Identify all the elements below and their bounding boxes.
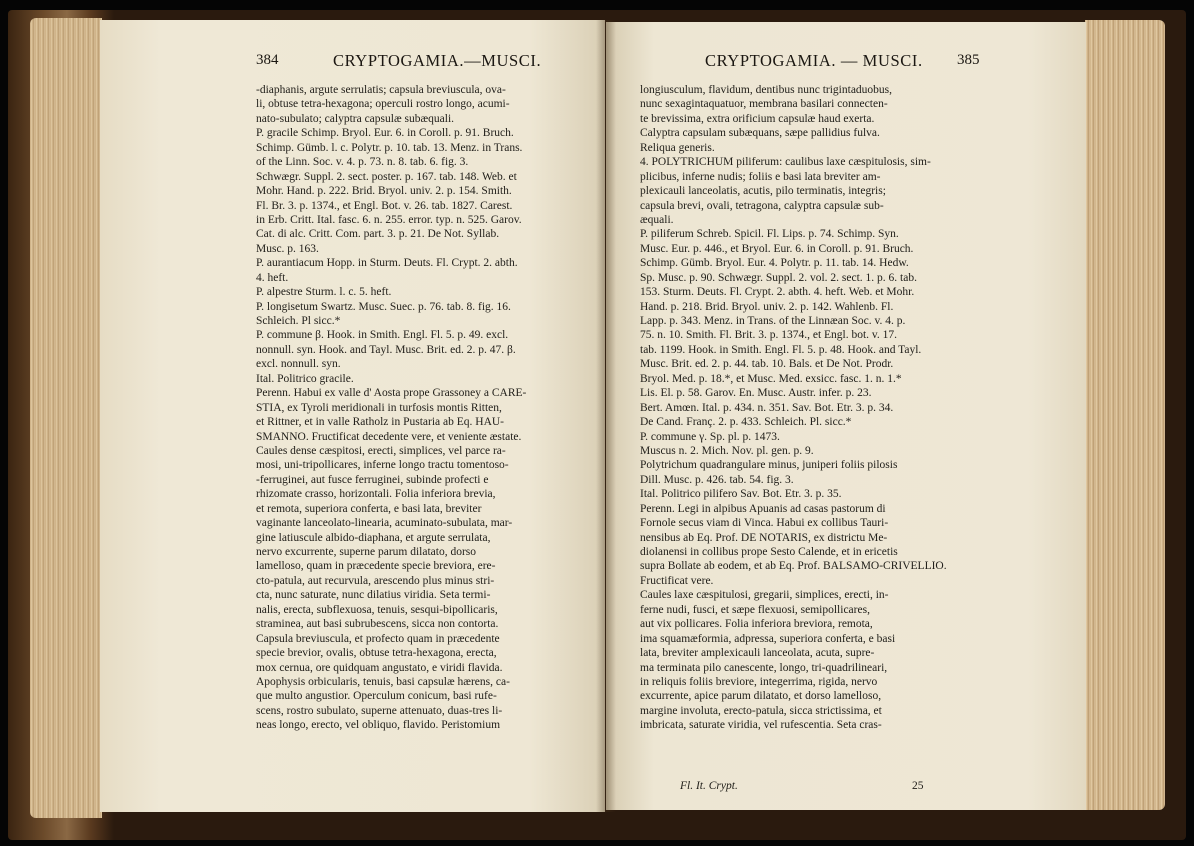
text-line: excl. nonnull. syn. [256,358,341,371]
text-line: Lapp. p. 343. Menz. in Trans. of the Linnæan Soc. v. 4. p. [640,315,906,327]
text-line: Bryol. Med. p. 18.*, et Musc. Med. exsicc. fasc. 1. n. 1.* [640,372,902,385]
text-line: Musc. Eur. p. 446., et Bryol. Eur. 6. in Coroll. p. 91. Bruch. [640,242,914,255]
text-line: Lis. El. p. 58. Garov. En. Musc. Austr. infer. p. 23. [640,387,872,400]
text-line: excurrente, apice parum dilatato, et dorso lamelloso, [640,690,882,703]
text-line: Calyptra capsulam subæquans, sæpe pallidius fulva. [640,127,880,140]
text-line: P. alpestre Sturm. l. c. 5. heft. [256,286,392,299]
text-line: nalis, erecta, subflexuosa, tenuis, sesqui-bipollicaris, [256,603,498,616]
text-line: aut vix pollicares. Folia inferiora breviora, remota, [640,618,873,631]
text-line: Perenn. Legi in alpibus Apuanis ad casas pastorum di [640,502,886,515]
text-line: Apophysis orbicularis, tenuis, basi capsulæ hærens, ca- [256,675,510,688]
text-line: in reliquis foliis breviore, integerrima, rigida, nervo [640,675,878,688]
text-line: Mohr. Hand. p. 222. Brid. Bryol. univ. 2. p. 154. Smith. [256,185,512,198]
text-line: nonnull. syn. Hook. and Tayl. Musc. Brit. ed. 2. p. 47. β. [256,343,516,356]
text-line: Caules laxe cæspitulosi, gregarii, simplices, erecti, in- [640,589,889,602]
text-line: P. gracile Schimp. Bryol. Eur. 6. in Coroll. p. 91. Bruch. [256,127,514,140]
text-line: Ital. Politrico pilifero Sav. Bot. Etr. 3. p. 35. [640,488,842,501]
text-line: Musc. p. 163. [256,242,319,255]
text-line: Bert. Amœn. Ital. p. 434. n. 351. Sav. Bot. Etr. 3. p. 34. [640,401,894,414]
text-line: Fructificat vere. [640,574,714,587]
text-line: tab. 1199. Hook. in Smith. Engl. Fl. 5. p. 48. Hook. and Tayl. [640,343,922,356]
text-line: nensibus ab Eq. Prof. DE NOTARIS, ex districtu Me- [640,531,888,544]
left-page-number: 384 [256,52,279,68]
text-line: Schwægr. Suppl. 2. sect. poster. p. 167. tab. 148. Web. et [256,170,517,183]
text-line: scens, rostro subulato, superne attenuato, duas-tres li- [256,704,503,717]
text-line: 75. n. 10. Smith. Fl. Brit. 3. p. 1374., et Engl. bot. v. 17. [640,329,898,342]
signature-number: 25 [912,780,924,792]
text-line: nato-subulato; calyptra capsulæ subæquali. [256,112,455,125]
right-running-title: CRYPTOGAMIA. — MUSCI. [705,51,923,70]
text-line: Schimp. Gümb. l. c. Polytr. p. 10. tab. 13. Menz. in Trans. [256,141,523,154]
page-edges-left [30,18,102,818]
text-line: Capsula breviuscula, et profecto quam in præcedente [256,632,500,645]
text-line: Schimp. Gümb. Bryol. Eur. 4. Polytr. p. 11. tab. 14. Hedw. [640,257,909,270]
text-line: imbricata, saturate viridia, vel rufescentia. Seta cras- [640,719,882,732]
text-line: Schleich. Pl sicc.* [256,315,341,327]
text-line: plexicauli lanceolatis, acutis, pilo terminatis, integris; [640,185,886,198]
text-line: cto-patula, aut recurvula, arescendo plus minus stri- [256,574,495,587]
text-line: Polytrichum quadrangulare minus, juniperi foliis pilosis [640,459,898,472]
text-line: lata, breviter amplexicauli lanceolata, acuta, supre- [640,647,875,660]
text-line: of the Linn. Soc. v. 4. p. 73. n. 8. tab. 6. fig. 3. [256,156,469,169]
text-line: straminea, aut basi subrubescens, sicca non contorta. [256,618,499,631]
signature-mark: Fl. It. Crypt. [680,780,738,792]
text-line: Sp. Musc. p. 90. Schwægr. Suppl. 2. vol. 2. sect. 1. p. 6. tab. [640,271,917,284]
text-line: 4. heft. [256,271,289,284]
text-line: Ital. Politrico gracile. [256,372,354,385]
text-line: Musc. Brit. ed. 2. p. 44. tab. 10. Bals. et De Not. Prodr. [640,358,894,371]
text-line: nervo excurrente, superne parum dilatato, dorso [256,546,477,558]
text-line: nunc sexagintaquatuor, membrana basilari connecten- [640,98,888,111]
text-line: P. piliferum Schreb. Spicil. Fl. Lips. p. 74. Schimp. Syn. [640,228,899,241]
text-line: rhizomate crasso, horizontali. Folia inferiora brevia, [256,488,496,501]
text-line: capsula brevi, ovali, tetragona, calyptra capsulæ sub- [640,199,884,212]
text-line: P. aurantiacum Hopp. in Sturm. Deuts. Fl. Crypt. 2. abth. [256,257,518,270]
text-line: æquali. [640,213,674,226]
text-line: Caules dense cæspitosi, erecti, simplices, vel parce ra- [256,444,506,457]
text-line: 4. POLYTRICHUM piliferum: caulibus laxe cæspitulosis, sim- [640,156,931,169]
text-line: Reliqua generis. [640,141,715,154]
text-line: ma terminata pilo canescente, longo, tri-quadrilineari, [640,661,888,674]
text-line: STIA, ex Tyroli meridionali in turfosis montis Ritten, [256,401,502,414]
text-line: mox cernua, ore quidquam angustato, e viridi flavida. [256,661,503,674]
text-line: plicibus, inferne nudis; foliis e basi lata breviter am- [640,170,881,183]
text-line: et Rittner, et in valle Ratholz in Pustaria ab Eq. HAU- [256,416,505,429]
text-line: et remota, superiora conferta, e basi lata, breviter [256,502,482,515]
text-line: De Cand. Franç. 2. p. 433. Schleich. Pl. sicc.* [640,416,852,429]
text-line: li, obtuse tetra-hexagona; operculi rostro longo, acumi- [256,98,510,111]
text-line: supra Bollate ab eodem, et ab Eq. Prof. BALSAMO-CRIVELLIO. [640,560,947,573]
text-line: gine latiuscule albido-diaphana, et argute serrulata, [256,531,491,544]
text-line: Fl. Br. 3. p. 1374., et Engl. Bot. v. 26. tab. 1827. Carest. [256,199,513,212]
text-line: margine involuta, erecto-patula, sicca strictissima, et [640,704,882,717]
text-line: diolanensi in collibus prope Sesto Calende, et in ericetis [640,546,898,558]
text-line: neas longo, erecto, vel obliquo, flavido. Peristomium [256,719,501,732]
text-line: longiusculum, flavidum, dentibus nunc trigintaduobus, [640,84,893,96]
text-line: Muscus n. 2. Mich. Nov. pl. gen. p. 9. [640,444,814,457]
text-line: 153. Sturm. Deuts. Fl. Crypt. 2. abth. 4. heft. Web. et Mohr. [640,286,915,299]
text-line: specie brevior, ovalis, obtuse tetra-hexagona, erecta, [256,647,497,660]
left-page-body [256,83,588,733]
text-line: P. commune γ. Sp. pl. p. 1473. [640,430,780,443]
text-line: ferne nudi, fusci, et sæpe flexuosi, semipollicares, [640,603,870,616]
text-line: Fornole secus viam di Vinca. Habui ex collibus Tauri- [640,517,889,530]
text-line: P. commune β. Hook. in Smith. Engl. Fl. 5. p. 49. excl. [256,329,509,342]
page-edges-right [1085,20,1165,810]
text-line: -ferruginei, aut fusce ferruginei, subinde profecti e [256,473,489,486]
text-line: vaginante lanceolato-linearia, acuminato-subulata, mar- [256,517,513,530]
text-line: P. longisetum Swartz. Musc. Suec. p. 76. tab. 8. fig. 16. [256,300,511,313]
text-line: que multo angustior. Operculum conicum, basi rufe- [256,690,497,703]
text-line: Perenn. Habui ex valle d' Aosta prope Grassoney a CARE- [256,387,527,400]
text-line: ima squamæformia, adpressa, superiora conferta, e basi [640,632,896,645]
right-page-body [640,83,975,733]
text-line: Hand. p. 218. Brid. Bryol. univ. 2. p. 142. Wahlenb. Fl. [640,300,894,313]
text-line: cta, nunc saturate, nunc dilatius viridia. Seta termi- [256,589,491,602]
text-line: SMANNO. Fructificat decedente vere, et veniente æstate. [256,430,522,443]
text-line: te brevissima, extra orificium capsulæ haud exerta. [640,112,875,125]
left-running-title: CRYPTOGAMIA.—MUSCI. [333,51,542,70]
right-page-number: 385 [957,52,980,68]
text-line: Cat. di alc. Critt. Com. part. 3. p. 21. De Not. Syllab. [256,228,500,241]
book-gutter [596,20,616,812]
text-line: mosi, uni-tripollicares, inferne longo tractu tomentoso- [256,459,509,472]
text-line: lamelloso, quam in præcedente specie breviora, ere- [256,560,496,573]
text-line: -diaphanis, argute serrulatis; capsula breviuscula, ova- [256,84,506,96]
text-line: Dill. Musc. p. 426. tab. 54. fig. 3. [640,473,794,486]
text-line: in Erb. Critt. Ital. fasc. 6. n. 255. error. typ. n. 525. Garov. [256,213,522,226]
